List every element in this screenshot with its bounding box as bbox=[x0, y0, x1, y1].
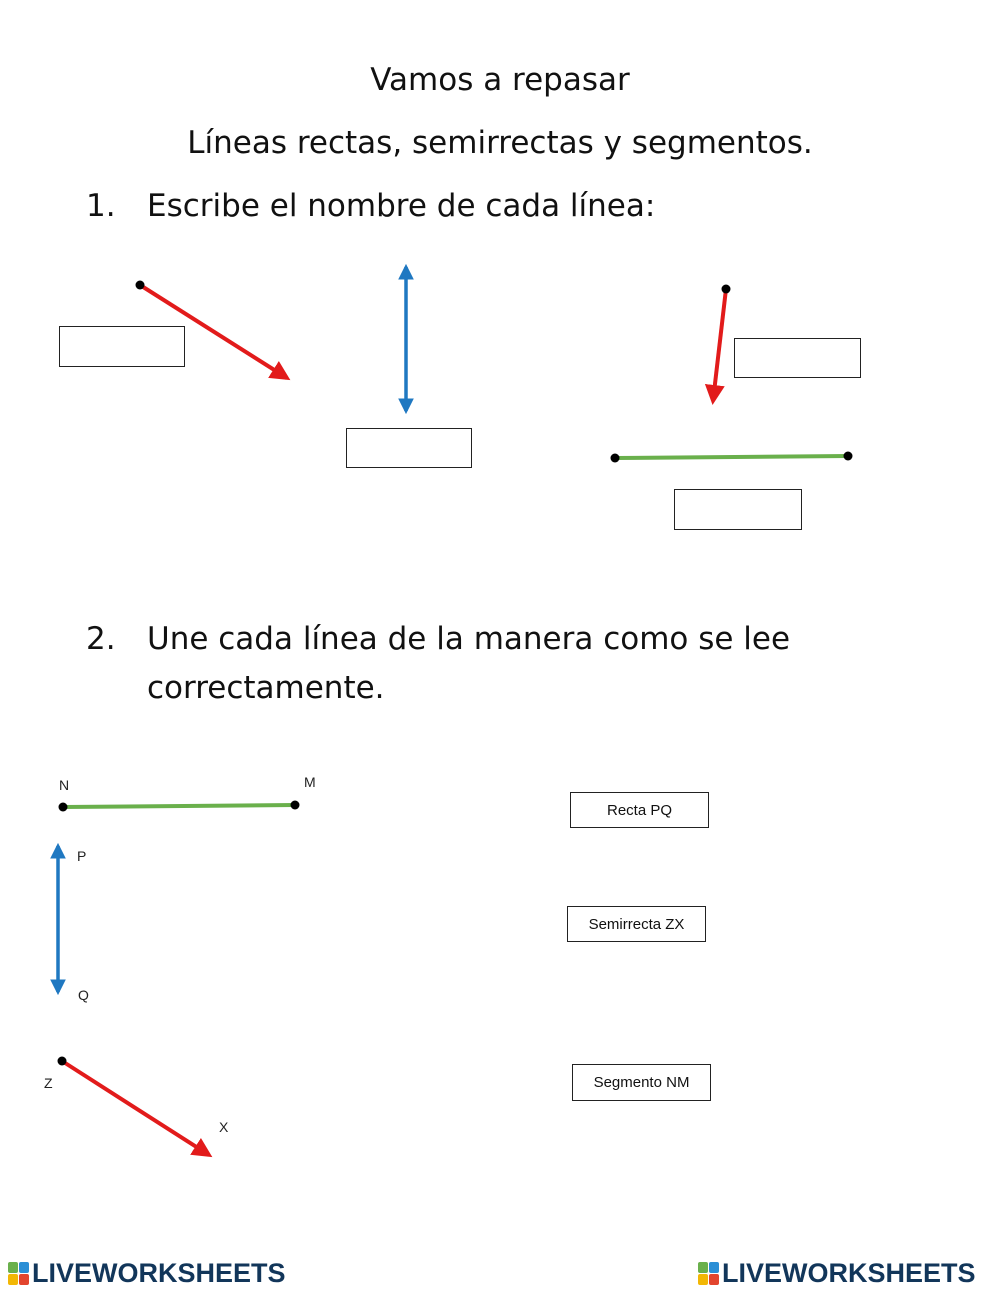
page-title: Vamos a repasar bbox=[370, 62, 630, 98]
answer-box-4[interactable] bbox=[674, 489, 802, 530]
q1-segment-green bbox=[611, 452, 853, 463]
logo-text: LIVEWORKSHEETS bbox=[32, 1257, 286, 1288]
liveworksheets-logo-right bbox=[698, 1258, 976, 1288]
q1-ray-red-right bbox=[713, 285, 731, 402]
question-2-text-line2: correctamente. bbox=[147, 670, 385, 706]
option-segmento-nm[interactable]: Segmento NM bbox=[572, 1064, 711, 1101]
point-label-m: M bbox=[304, 774, 316, 790]
option-recta-pq[interactable]: Recta PQ bbox=[570, 792, 709, 828]
question-2-text-line1: Une cada línea de la manera como se lee bbox=[147, 621, 791, 657]
liveworksheets-logo-left bbox=[8, 1258, 286, 1288]
page-subtitle: Líneas rectas, semirrectas y segmentos. bbox=[187, 125, 813, 161]
liveworksheets-mark-icon bbox=[8, 1262, 29, 1285]
answer-box-2[interactable] bbox=[346, 428, 472, 468]
option-semirrecta-zx[interactable]: Semirrecta ZX bbox=[567, 906, 706, 942]
q2-segment-nm bbox=[59, 801, 300, 812]
point-label-p: P bbox=[77, 848, 87, 864]
question-2-number: 2. bbox=[86, 621, 116, 657]
point-label-x: X bbox=[219, 1119, 229, 1135]
point-label-q: Q bbox=[78, 987, 89, 1003]
question-1-number: 1. bbox=[86, 188, 116, 224]
liveworksheets-mark-icon bbox=[698, 1262, 719, 1285]
q2-ray-zx bbox=[58, 1057, 210, 1156]
question-1-text: Escribe el nombre de cada línea: bbox=[147, 188, 656, 224]
answer-box-1[interactable] bbox=[59, 326, 185, 367]
answer-box-3[interactable] bbox=[734, 338, 861, 378]
logo-text: LIVEWORKSHEETS bbox=[722, 1257, 976, 1288]
point-label-z: Z bbox=[44, 1075, 53, 1091]
point-label-n: N bbox=[59, 777, 70, 793]
